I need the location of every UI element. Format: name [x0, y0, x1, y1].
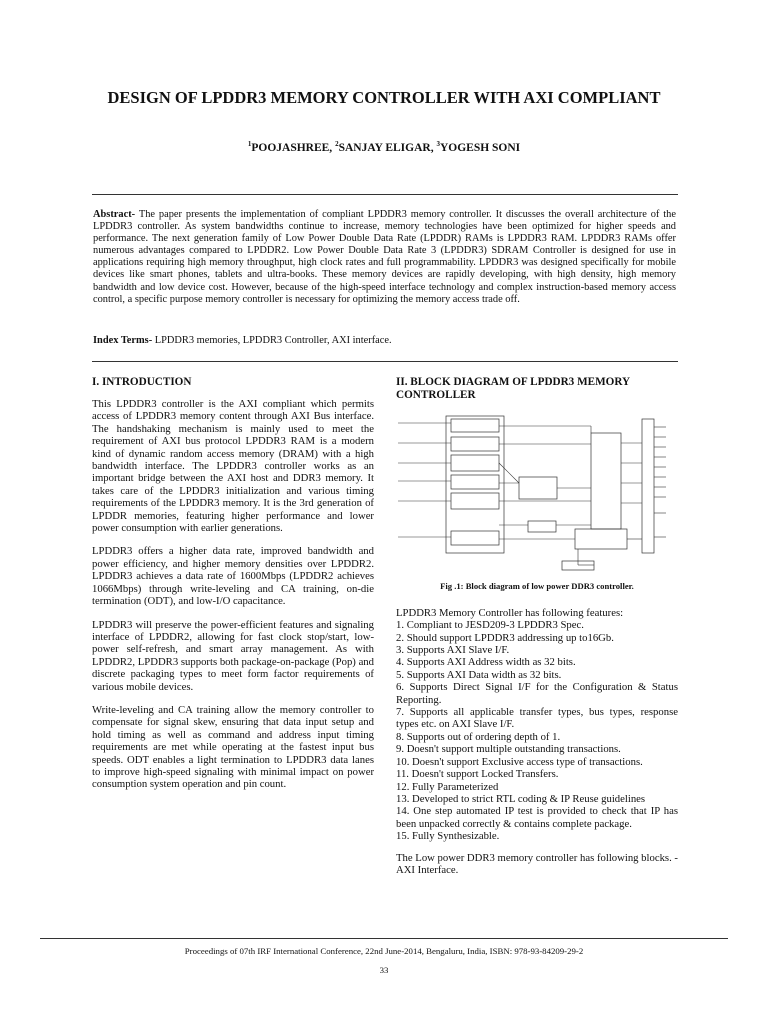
- left-column: [92, 376, 374, 802]
- section-heading-introduction: I. INTRODUCTION: [92, 376, 192, 388]
- right-column: [396, 376, 678, 887]
- paper-title: DESIGN OF LPDDR3 MEMORY CONTROLLER WITH AXI COMPLIANT: [107, 88, 661, 107]
- author-line: [60, 140, 708, 154]
- block-write-response: [451, 455, 499, 471]
- block-arbiter: [519, 477, 557, 499]
- block-memory-interface: [642, 419, 654, 553]
- abstract: [93, 209, 676, 306]
- abstract-text: The paper presents the implementation of compliant LPDDR3 memory controller. It discusses the overall architecture of the LPDDR3 controller. As system bandwidths continue to increase, memory technologies have been optimized for higher speeds and performance. The next generation family of Low Power Double Data Rate (LPDDR) RAMs is LPDDR3 RAM. LPDDR3 RAMs offer numerous advantages compared to LPDDR2. Low Power Double Data Rate 3 (LPDDR3) SDRAM Controller is designed for use in applications requiring high memory throughput, high clock rates and full programmability. LPDDR3 was designed specifically for mobile devices like smart phones, tablets and ultra-books. These memory devices are rapidly developing, with high density, high memory bandwidth and low device cost. However, because of the high-speed interface technology and complex instruction-based memory access control, a specific purpose memory controller is necessary for optimizing the memory access trade off.: [93, 209, 676, 305]
- feature-item: 7. Supports all applicable transfer types, bus types, response types etc. on AXI Slave I/F.: [396, 706, 678, 731]
- features-intro: LPDDR3 Memory Controller has following features:: [396, 606, 624, 619]
- feature-item: 14. One step automated IP test is provided to check that IP has been unpacked correctly & contains complete package.: [396, 805, 678, 830]
- block-read-fifo: [451, 493, 499, 509]
- author-3: $^3$YOGESH SONI: [436, 140, 521, 154]
- feature-item: 15. Fully Synthesizable.: [396, 830, 500, 843]
- block-lpddr3-controller: [591, 433, 621, 529]
- intro-paragraph-1: This LPDDR3 controller is the AXI compliant which permits access of LPDDR3 memory content through AXI Bus interface. The handshaking mechanism is mainly used to meet the requirement of AXI bus protocol LPDDR3 RAM is a modern kind of dynamic random access memory (DRAM) with a high bandwidth interface. The LPDDR3 controller works as an important bridge between the AXI host and DDR3 memory. It takes care of the LPDDR3 initialization and various timing requirements of the LPDDR3 memory. It is the 3rd generation of LPDDR memories, featuring higher performance and lower power consumption with earlier generations.: [92, 398, 374, 535]
- axi-interface-group: [446, 416, 504, 553]
- author-1: $^1$POOJASHREE,: [247, 140, 336, 154]
- header-divider: [92, 194, 678, 195]
- author-2: $^2$SANJAY ELIGAR,: [335, 140, 437, 154]
- block-read-data: [451, 531, 499, 545]
- abstract-divider: [92, 361, 678, 362]
- feature-item: 9. Doesn't support multiple outstanding transactions.: [396, 743, 621, 756]
- feature-item: 13. Developed to strict RTL coding & IP Reuse guidelines: [396, 792, 646, 805]
- feature-item: 5. Supports AXI Data width as 32 bits.: [396, 668, 562, 681]
- page-number: 33: [379, 965, 389, 975]
- intro-paragraph-4: Write-leveling and CA training allow the memory controller to compensate for signal skew, ensuring that data input setup and hold timing as well as command and address input timing requirements are met while operating at the fastest input bus speeds. ODT enables a light termination to LPDDR3 data lanes to improve high-speed signaling with minimal impact on power consumption system operation and pin count.: [92, 703, 374, 791]
- feature-item: 2. Should support LPDDR3 addressing up to16Gb.: [396, 631, 614, 644]
- feature-item: 1. Compliant to JESD209-3 LPDDR3 Spec.: [396, 619, 584, 632]
- figure-caption: Fig .1: Block diagram of low power DDR3 controller.: [440, 581, 634, 592]
- intro-paragraph-2: LPDDR3 offers a higher data rate, improved bandwidth and power efficiency, and higher memory densities over LPDDR2. LPDDR3 achieves a data rate of 1600Mbps (LPDDR2 achieves 1066Mbps) through write-leveling and CA training, on-die termination (ODT), and low-I/O capacitance.: [92, 545, 374, 608]
- blocks-paragraph: The Low power DDR3 memory controller has following blocks. - AXI Interface.: [396, 851, 678, 876]
- feature-item: 11. Doesn't support Locked Transfers.: [396, 768, 559, 781]
- feature-item: 4. Supports AXI Address width as 32 bits.: [396, 656, 576, 669]
- block-read-control: [451, 475, 499, 489]
- feature-item: 8. Supports out of ordering depth of 1.: [396, 730, 561, 743]
- feature-item: 10. Doesn't support Exclusive access type of transactions.: [396, 755, 643, 768]
- index-terms: [93, 335, 676, 347]
- feature-item: 12. Fully Parameterized: [396, 780, 499, 793]
- abstract-label: Abstract-: [93, 209, 136, 220]
- index-terms-label: Index Terms-: [93, 335, 153, 346]
- block-phy: [575, 529, 627, 549]
- block-write-control: [451, 419, 499, 432]
- intro-paragraph-3: LPDDR3 will preserve the power-efficient features and signaling interface of LPDDR2, allowing for fast clock stop/start, low-power self-refresh, and smart array management. As with LPDDR2, LPDDR3 supports both package-on-package (Pop) and discrete packaging types to meet form factor requirements of various mobile devices.: [92, 618, 374, 693]
- block-data-path: [528, 521, 556, 532]
- footer-divider: [40, 938, 728, 939]
- feature-item: 6. Supports Direct Signal I/F for the Configuration & Status Reporting.: [396, 681, 678, 706]
- block-diagram-figure: [396, 413, 678, 575]
- index-terms-text: LPDDR3 memories, LPDDR3 Controller, AXI interface.: [152, 335, 392, 346]
- block-write-fifo: [451, 437, 499, 451]
- feature-item: 3. Supports AXI Slave I/F.: [396, 644, 510, 657]
- feature-list: [396, 619, 678, 842]
- section-heading-block-diagram: II. BLOCK DIAGRAM OF LPDDR3 MEMORY CONTROLLER: [396, 376, 630, 401]
- proceedings-footer: Proceedings of 07th IRF International Conference, 22nd June-2014, Bengaluru, India, ISBN: 978-93-84209-29-2: [184, 946, 584, 956]
